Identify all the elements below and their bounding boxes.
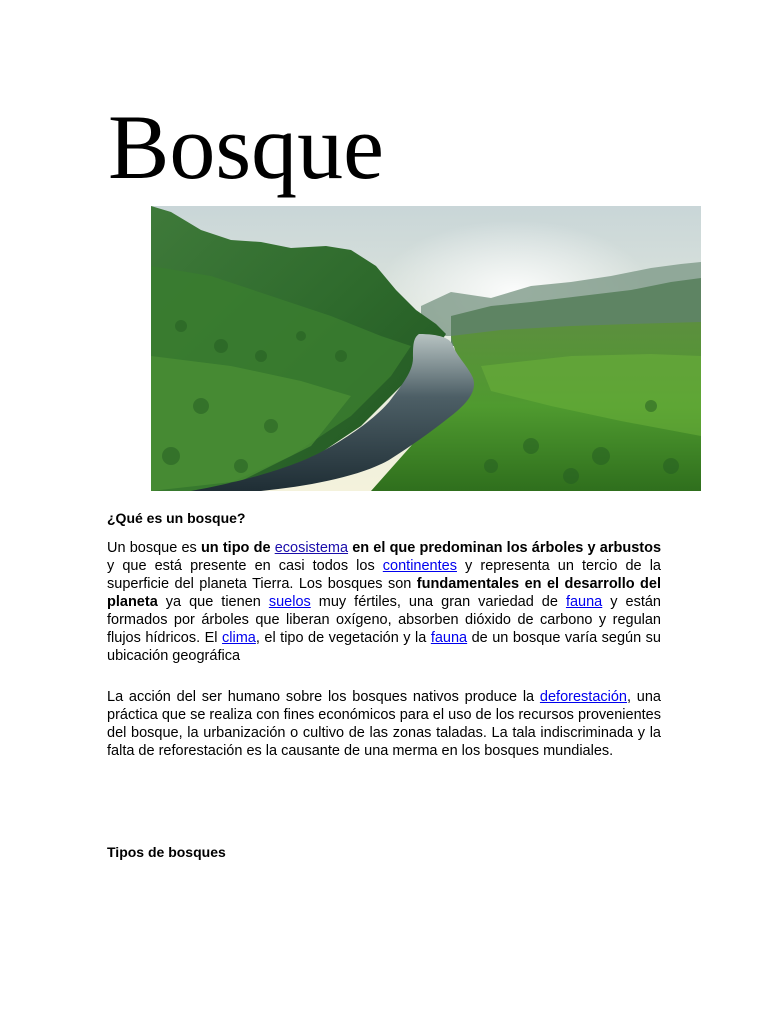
link-continentes[interactable]: continentes — [382, 558, 457, 574]
text-segment: y representa un tercio de la superficie del planeta Tierra. Los bosques son — [107, 558, 661, 592]
link-suelos[interactable]: suelos — [268, 594, 311, 610]
link-fauna[interactable]: fauna — [565, 594, 603, 610]
bold-segment: fundamentales en el desarrollo del planeta — [107, 576, 661, 610]
section-heading-tipos: Tipos de bosques — [107, 844, 226, 860]
text-segment: y están formados por árboles que liberan oxígeno, absorben dióxido de carbono y regulan flujos hídricos. El — [107, 594, 661, 646]
link-ecosistema[interactable]: ecosistema — [274, 540, 349, 556]
link-fauna[interactable]: fauna — [430, 630, 468, 646]
text-segment: , una práctica que se realiza con fines económicos para el uso de los recursos provenientes del bosque, la urbanización o cultivo de las zonas taladas. La tala indiscriminada y la falta de reforestación es la causante de una merma en los bosques mundiales. — [107, 689, 661, 759]
text-segment: La acción del ser humano sobre los bosques nativos produce la — [107, 689, 540, 705]
text-segment: Un bosque es — [107, 540, 201, 556]
text-segment: y que está presente en casi todos los — [107, 558, 383, 574]
bold-segment: en el que predominan los árboles y arbustos — [348, 540, 662, 556]
bold-segment: un tipo de — [200, 540, 275, 556]
paragraph-deforestacion — [107, 688, 661, 760]
link-clima[interactable]: clima — [222, 630, 256, 646]
link-deforestacion[interactable]: deforestación — [539, 689, 627, 705]
forest-river-photo — [151, 206, 701, 491]
page-title: Bosque — [108, 96, 384, 198]
text-segment: muy fértiles, una gran variedad de — [310, 594, 566, 610]
text-segment: ya que tienen — [157, 594, 269, 610]
forest-river-image — [151, 206, 701, 491]
paragraph-definicion — [107, 539, 661, 665]
text-segment: de un bosque varía según su ubicación geográfica — [107, 630, 661, 664]
text-segment: , el tipo de vegetación y la — [255, 630, 431, 646]
section-heading-que-es: ¿Qué es un bosque? — [107, 510, 246, 526]
